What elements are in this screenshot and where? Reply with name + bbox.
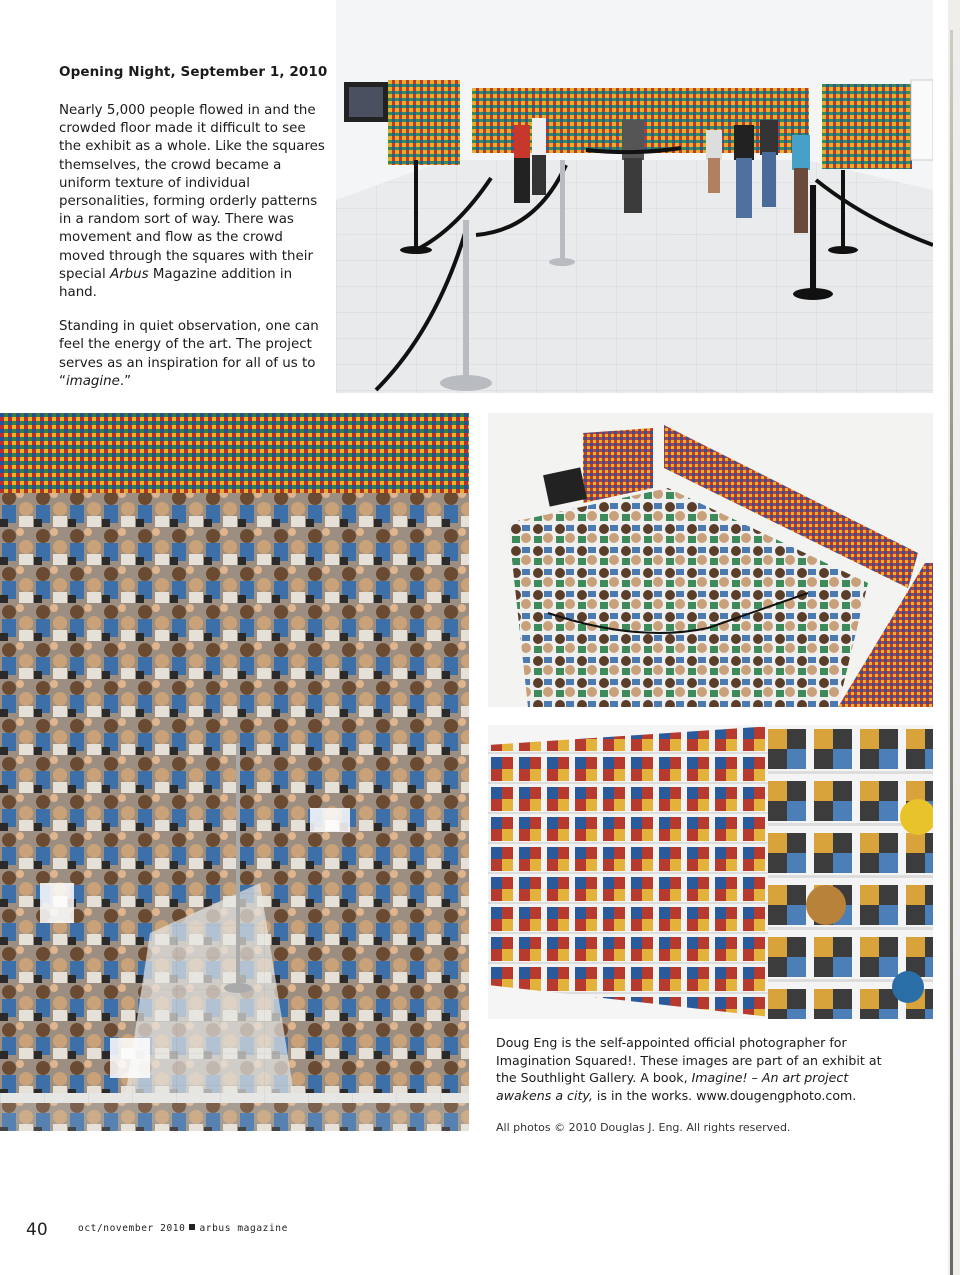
running-footer: oct/november 2010 arbus magazine xyxy=(78,1223,288,1234)
gallery-overview-photo xyxy=(336,0,933,393)
opening-night-crowd-photo xyxy=(0,413,469,1131)
intro-text xyxy=(59,102,327,407)
photo-credit: All photos © 2010 Douglas J. Eng. All rights reserved. xyxy=(496,1121,791,1134)
photo-caption: Doug Eng is the self-appointed official photographer for Imagination Squared!. These images are part of an exhibit at the Southlight Gallery. A book, Imagine! – An art project awakens a city, is in the works. www.dougengphoto.com. xyxy=(496,1035,882,1103)
section-heading: Opening Night, September 1, 2010 xyxy=(59,64,328,80)
aerial-gallery-photo xyxy=(488,413,933,707)
page-number: 40 xyxy=(26,1220,48,1240)
art-squares-wall-photo xyxy=(488,725,933,1019)
paragraph-1: Nearly 5,000 people flowed in and the crowded floor made it difficult to see the exhibit as a whole. Like the squares themselves, the crowd became a uniform texture of individual personalities, forming orderly patterns in a random sort of way. There was movement and flow as the crowd moved through the squares with their special Arbus Magazine addition in hand. xyxy=(59,103,325,301)
paragraph-2: Standing in quiet observation, one can feel the energy of the art. The project serves as an inspiration for all of us to “imagine.” xyxy=(59,319,319,389)
bullet-separator xyxy=(189,1224,195,1230)
page-edge-shadow xyxy=(950,30,953,1275)
